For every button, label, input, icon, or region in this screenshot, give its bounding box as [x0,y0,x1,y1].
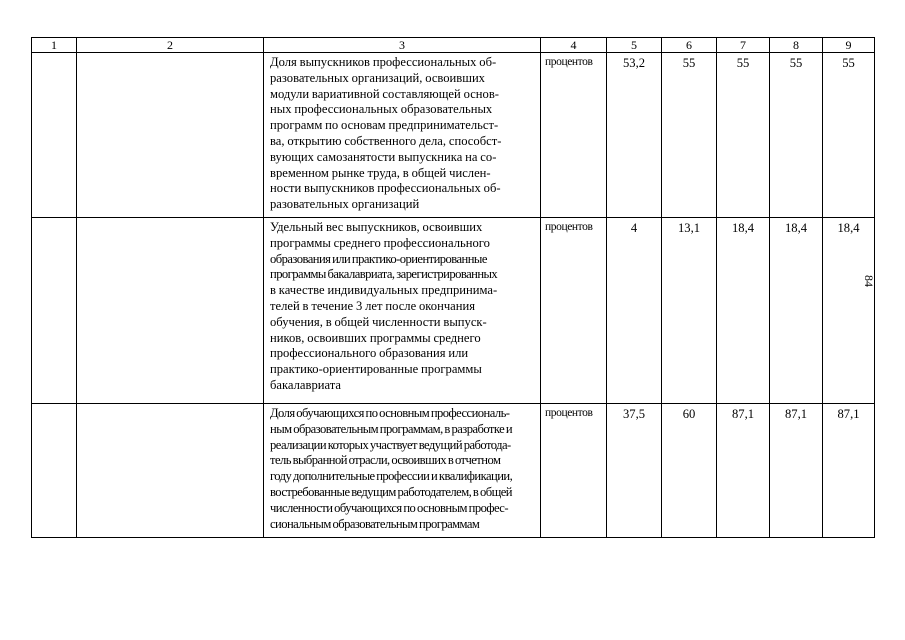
row-name-cell [77,218,264,404]
value-cell: 55 [823,53,875,218]
header-col-4: 4 [541,38,607,53]
description-line: практико-ориентированные программы [270,362,482,377]
description-line: бакалавриата [270,377,341,392]
description-line: востребованные ведущим работодателем, в общей [270,484,512,499]
indicator-description [264,53,541,218]
description-line: обучения, в общей численности выпуск- [270,314,487,329]
description-line: численности обучающихся по основным профес- [270,500,508,515]
value-cell: 37,5 [607,404,662,538]
table-row [32,53,875,218]
description-line: ным образовательным программам, в разработке и [270,421,513,436]
indicator-description [264,404,541,538]
header-col-7: 7 [717,38,770,53]
description-line: тель выбранной отрасли, освоивших в отчетном [270,453,501,468]
value-cell: 18,4 [823,218,875,404]
description-line: разовательных организаций, освоивших [270,70,485,85]
value-cell: 18,4 [717,218,770,404]
table-row [32,404,875,538]
description-line: ных профессиональных образовательных [270,102,493,117]
unit-cell: процентов [541,218,607,404]
description-line: программы среднего профессионального [270,235,490,250]
header-col-2: 2 [77,38,264,53]
value-cell: 18,4 [770,218,823,404]
description-line: модули вариативной составляющей основ- [270,86,499,101]
row-number-cell [32,218,77,404]
page-number: 84 [862,275,876,287]
row-number-cell [32,53,77,218]
indicator-table [31,37,875,538]
header-col-3: 3 [264,38,541,53]
description-line: образования или практико-ориентированные [270,251,487,266]
value-cell: 13,1 [662,218,717,404]
header-col-1: 1 [32,38,77,53]
header-col-9: 9 [823,38,875,53]
description-line: в качестве индивидуальных предпринима- [270,283,498,298]
description-line: Удельный вес выпускников, освоивших [270,220,483,234]
value-cell: 87,1 [770,404,823,538]
description-line: ников, освоивших программы среднего [270,330,481,345]
row-name-cell [77,53,264,218]
description-line: программ по основам предпринимательст- [270,118,499,133]
value-cell: 87,1 [717,404,770,538]
description-line: Доля выпускников профессиональных об- [270,55,497,69]
description-line: программы бакалавриата, зарегистрированных [270,267,498,282]
description-line: профессионального образования или [270,346,469,361]
description-line: году дополнительные профессии и квалификации, [270,469,513,484]
header-row [32,38,875,53]
unit-cell: процентов [541,404,607,538]
description-line: разовательных организаций [270,197,420,212]
header-col-8: 8 [770,38,823,53]
value-cell: 55 [717,53,770,218]
value-cell: 60 [662,404,717,538]
header-col-5: 5 [607,38,662,53]
value-cell: 87,1 [823,404,875,538]
table-row [32,218,875,404]
description-line: сиональным образовательным программам [270,516,480,531]
description-line: временном рынке труда, в общей числен- [270,165,491,180]
description-line: ва, открытию собственного дела, способст- [270,133,502,148]
description-line: вующих самозанятости выпускника на со- [270,149,497,164]
description-line: ности выпускников профессиональных об- [270,181,501,196]
description-line: реализации которых участвует ведущий работода- [270,437,511,452]
value-cell: 4 [607,218,662,404]
indicator-description [264,218,541,404]
value-cell: 55 [770,53,823,218]
value-cell: 53,2 [607,53,662,218]
row-number-cell [32,404,77,538]
row-name-cell [77,404,264,538]
unit-cell: процентов [541,53,607,218]
header-col-6: 6 [662,38,717,53]
value-cell: 55 [662,53,717,218]
description-line: Доля обучающихся по основным профессиональ- [270,406,510,420]
description-line: телей в течение 3 лет после окончания [270,298,476,313]
